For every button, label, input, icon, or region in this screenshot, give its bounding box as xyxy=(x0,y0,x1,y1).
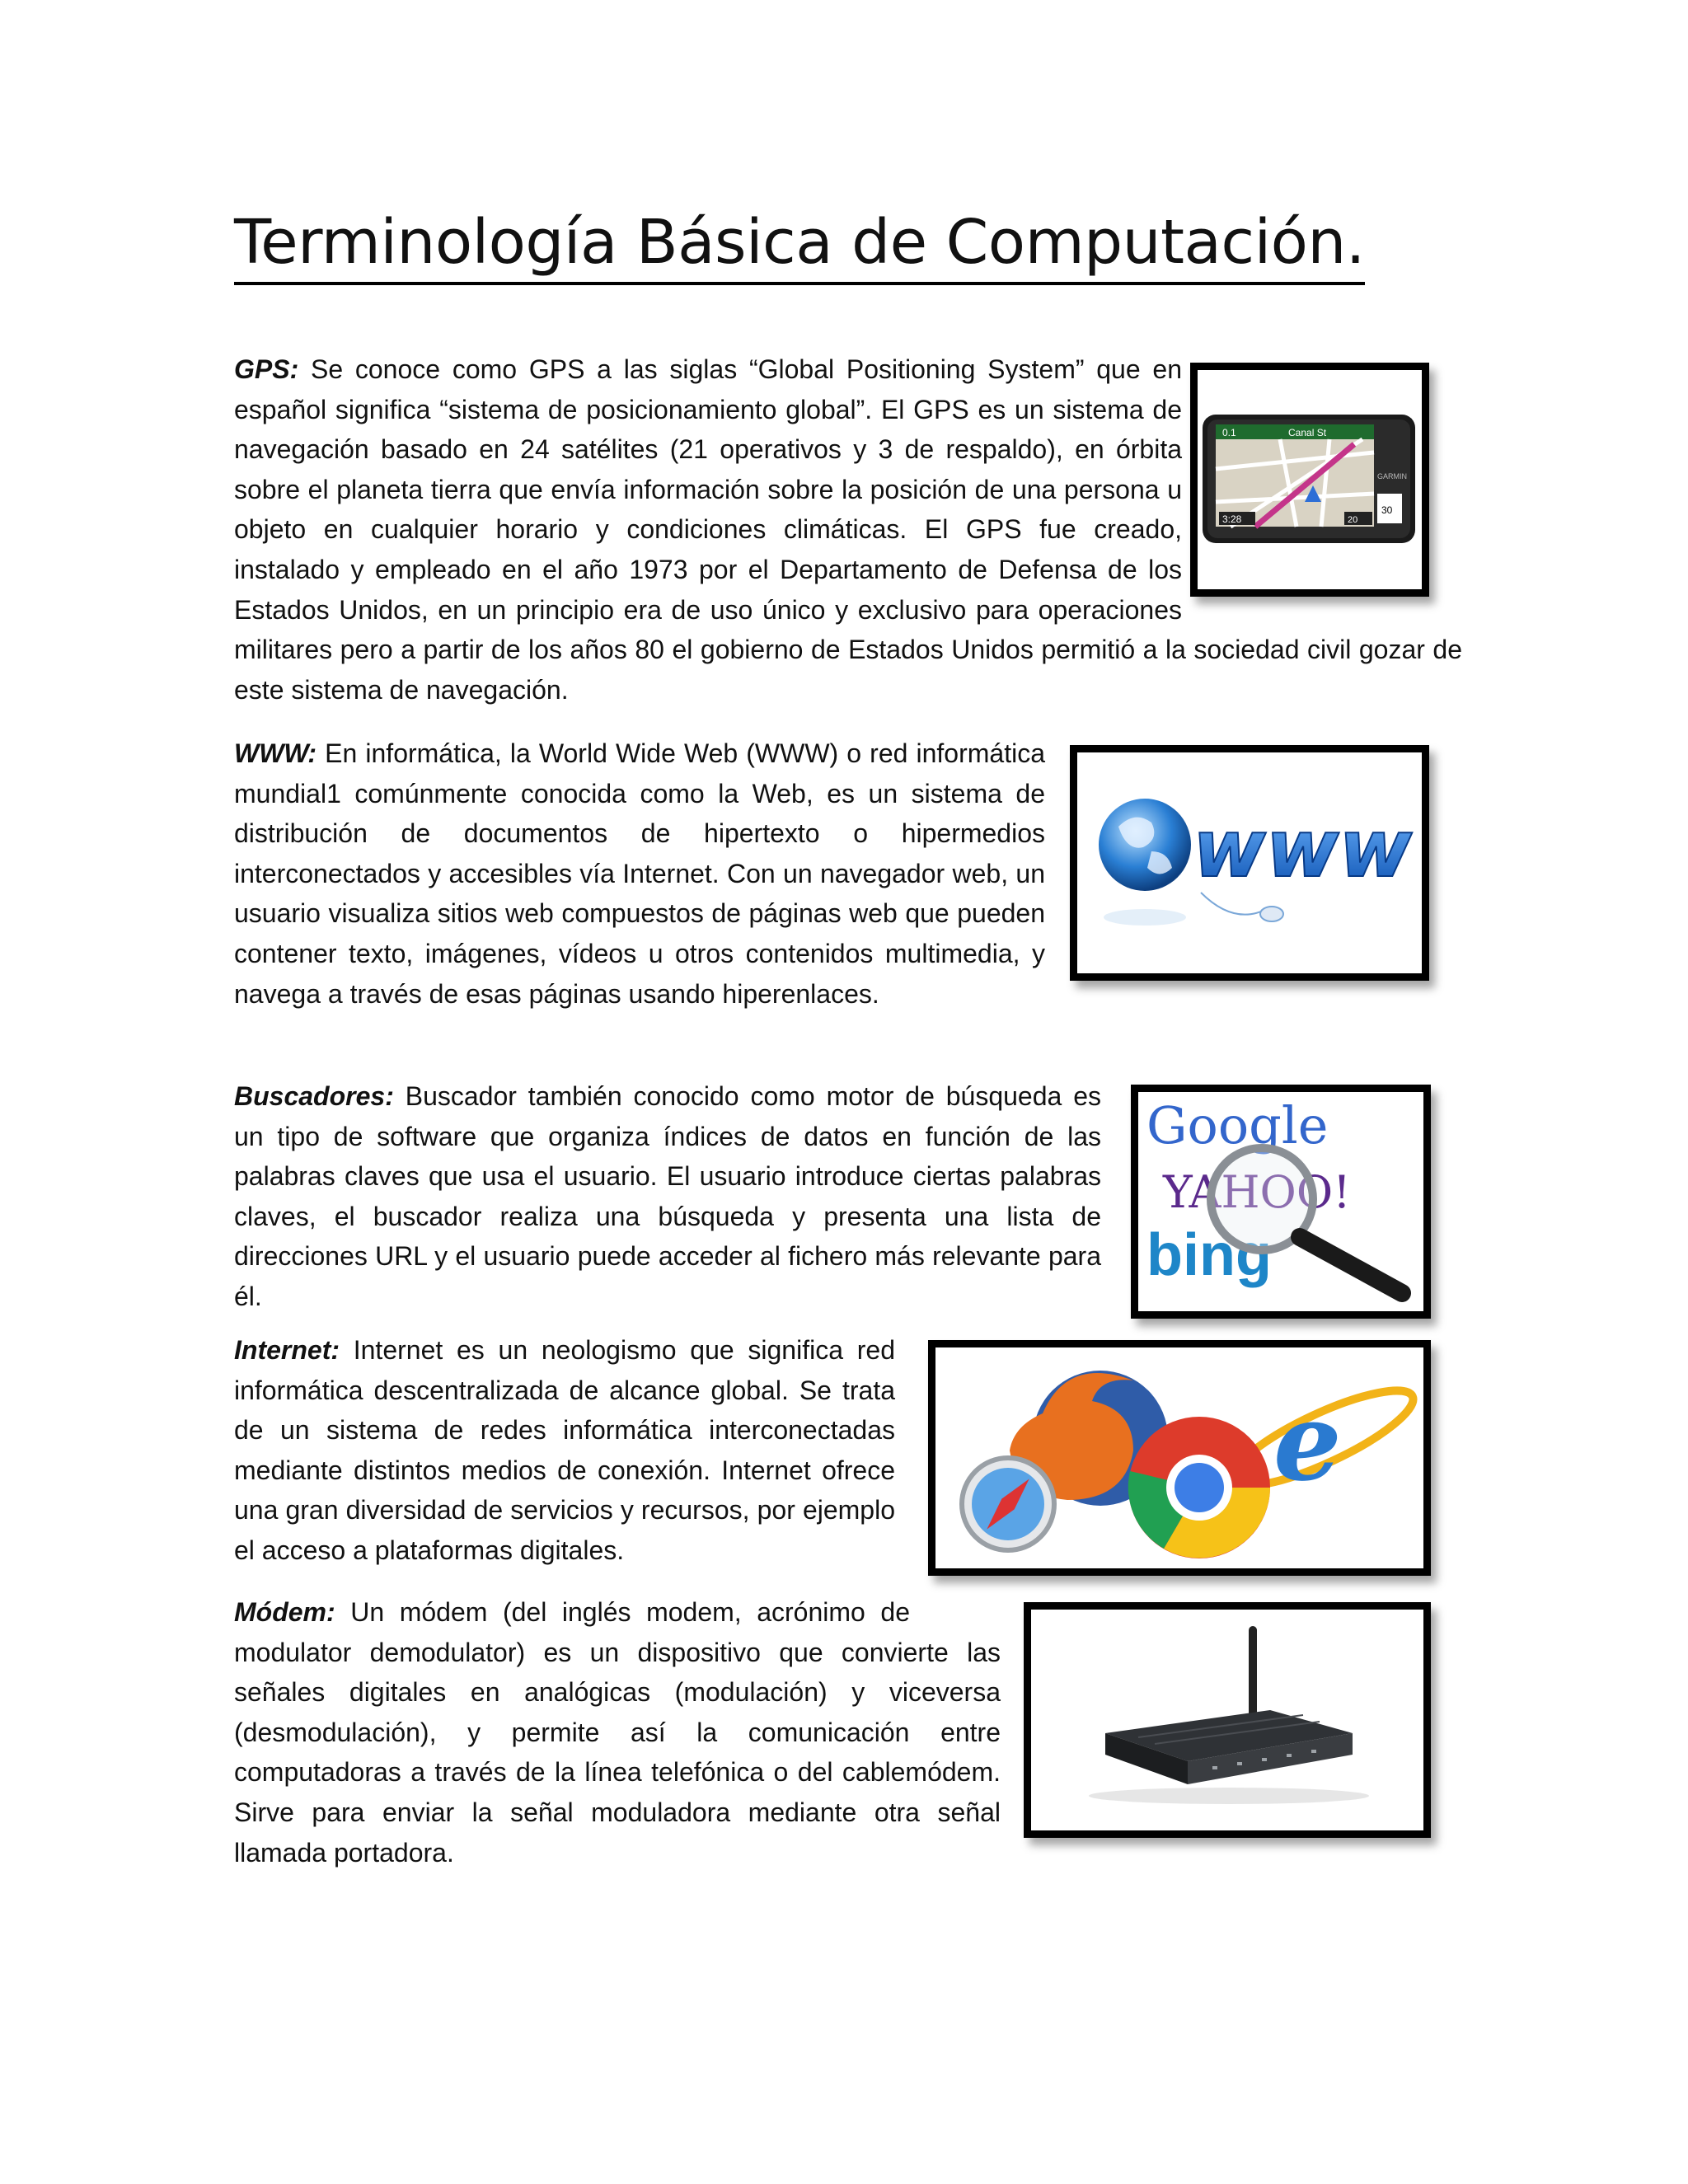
modem-image-spacer xyxy=(910,1592,1001,1632)
definition-gps: Se conoce como GPS a las siglas “Global Positioning System” que en español significa “sistema de posicionamiento global”. El GPS es un sistema de navegación basado en 24 satélites (21 operativos y 3 de respaldo), en órbita sobre el planeta tierra que envía información sobre la posición de una persona u objeto en cualquier horario y condiciones climáticas. El GPS fue creado, instalado y empleado en el año 1973 por el Departamento de Defensa de los Estados Unidos, en un principio era de uso único y exclusivo para operaciones militares pero a partir de los años 80 el gobierno de Estados Unidos permitió a la sociedad civil gozar de este sistema de navegación. xyxy=(234,354,1462,705)
definition-modem: Un módem (del inglés modem, acrónimo de modulator demodulator) es un dispositivo que convierte las señales digitales en analógicas (modulación) y viceversa (desmodulación), y permite así la comunicación entre computadoras a través de la línea telefónica o del cablemódem. Sirve para enviar la señal moduladora mediante otra señal llamada portadora. xyxy=(234,1597,1001,1868)
term-internet: Internet: xyxy=(234,1335,340,1365)
gps-limit: 30 xyxy=(1381,504,1393,516)
browsers-image xyxy=(928,1340,1431,1576)
section-modem-text xyxy=(234,1592,1001,1872)
definition-www: En informática, la World Wide Web (WWW) o red informática mundial1 comúnmente conocida como la Web, es un sistema de distribución de documentos de hipertexto o hipermedios interconectados y accesibles vía Internet. Con un navegador web, un usuario visualiza sitios web compuestos de páginas web que pueden contener texto, imágenes, vídeos u otros contenidos multimedia, y navega a través de esas páginas usando hiperenlaces. xyxy=(234,738,1045,1009)
definition-internet: Internet es un neologismo que significa red informática descentralizada de alcance global. Se trata de un sistema de redes informática interconectadas mediante distintos medios de conexión. Internet ofrece una gran diversidad de servicios y recursos, por ejemplo el acceso a plataformas digitales. xyxy=(234,1335,895,1565)
section-buscadores xyxy=(234,1076,1101,1317)
gps-device-image xyxy=(1190,363,1429,597)
gps-distance: 0.1 xyxy=(1222,427,1236,438)
term-buscadores: Buscadores: xyxy=(234,1081,394,1111)
section-www xyxy=(234,733,1045,1014)
section-buscadores-text xyxy=(234,1076,1101,1317)
term-www: WWW: xyxy=(234,738,317,768)
www-globe-image xyxy=(1070,745,1429,981)
google-logo-text: Google xyxy=(1146,1095,1329,1155)
bing-logo-text: bing xyxy=(1146,1222,1272,1288)
gps-time: 3:28 xyxy=(1222,513,1242,525)
yahoo-logo-text: YAHOO! xyxy=(1163,1166,1351,1218)
www-letters: www xyxy=(1193,803,1413,895)
section-internet xyxy=(234,1330,895,1571)
section-modem xyxy=(234,1592,1001,1872)
safari-icon xyxy=(962,1458,1054,1550)
definition-buscadores: Buscador también conocido como motor de búsqueda es un tipo de software que organiza índices de datos en función de las palabras claves que usa el usuario. El usuario introduce ciertas palabras claves, el buscador realiza una búsqueda y presenta una lista de direcciones URL y el usuario puede acceder al fichero más relevante para él. xyxy=(234,1081,1101,1311)
term-modem: Módem: xyxy=(234,1597,335,1627)
page-title: Terminología Básica de Computación. xyxy=(234,204,1365,285)
term-gps: GPS: xyxy=(234,354,299,384)
section-www-text xyxy=(234,733,1045,1014)
svg-text:e: e xyxy=(1273,1379,1342,1505)
search-engines-image xyxy=(1131,1085,1431,1319)
modem-router-image xyxy=(1024,1602,1431,1838)
gps-street: Canal St xyxy=(1288,427,1327,438)
section-internet-text xyxy=(234,1330,895,1571)
chrome-icon xyxy=(1128,1417,1270,1558)
gps-brand: GARMIN xyxy=(1377,472,1407,480)
gps-speed: 20 xyxy=(1348,515,1358,525)
